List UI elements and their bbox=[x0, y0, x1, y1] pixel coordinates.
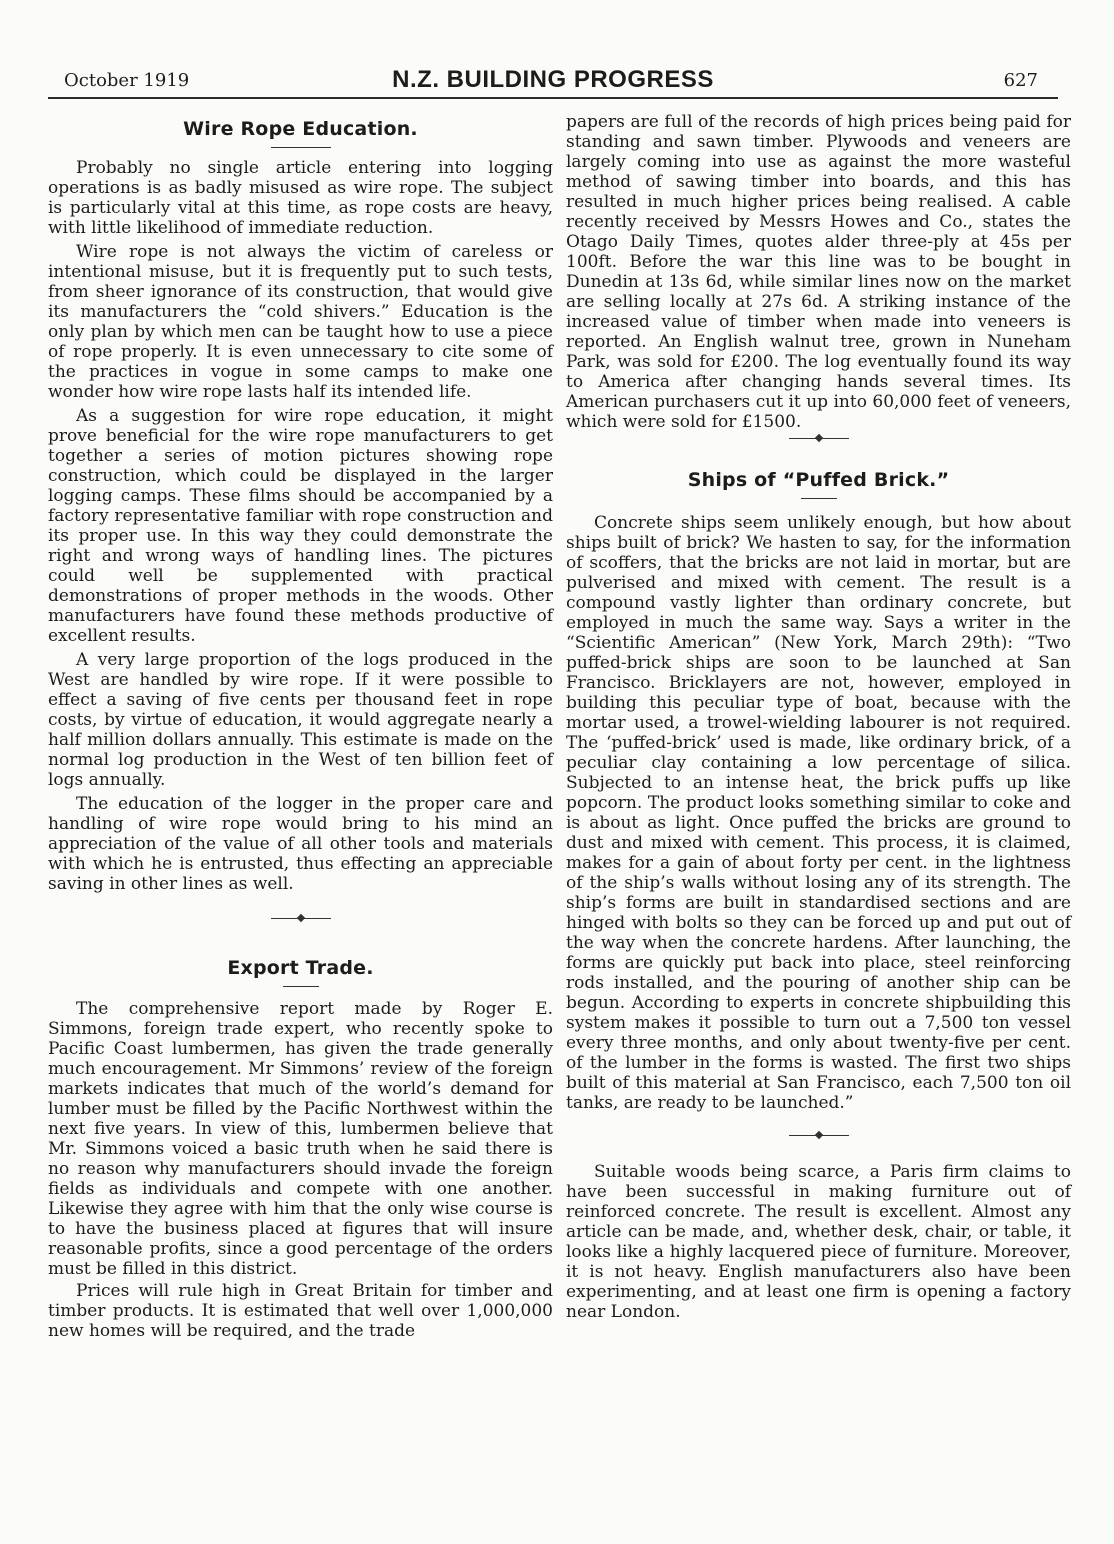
continued-paragraph: papers are full of the records of high prices being paid for standing and sawn timber. Plywoods and veneers are largely coming into use as against the more wasteful method of sawing timber into boards, and this has resulted in much higher prices being realised. A cable recently received by Messrs Howes and Co., states the Otago Daily Times, quotes alder three-ply at 45s per 100ft. Before the war this line was to be bought in Dunedin at 13s 6d, while similar lines now on the market are selling locally at 27s 6d. A striking instance of the increased value of timber when made into veneers is reported. An English walnut tree, grown in Nuneham Park, was sold for £200. The log eventually found its way to America after changing hands several times. Its American purchasers cut it up into 60,000 feet of veneers, which were sold for £1500. bbox=[566, 112, 1071, 432]
running-header bbox=[48, 66, 1058, 98]
paragraph: The education of the logger in the proper care and handling of wire rope would bring to his mind an appreciation of the value of all other tools and materials with which he is entrusted, thus effecting an appreciable saving in other lines as well. bbox=[48, 794, 553, 894]
export-trade-article bbox=[48, 999, 553, 1341]
heading-rule bbox=[271, 147, 331, 148]
puffed-brick-heading: Ships of “Puffed Brick.” bbox=[687, 469, 950, 491]
section-separator bbox=[789, 1135, 849, 1136]
heading-rule bbox=[801, 498, 837, 499]
issue-date: October 1919 bbox=[64, 70, 190, 91]
puffed-brick-paragraph: Concrete ships seem unlikely enough, but how about ships built of brick? We hasten to say, for the information of scoffers, that the bricks are not laid in mortar, but are pulverised and mixed with cement. The result is a compound vastly lighter than ordinary concrete, but employed in much the same way. Says a writer in the “Scientific American” (New York, March 29th): “Two puffed-brick ships are soon to be launched at San Francisco. Bricklayers are not, however, employed in building this peculiar type of boat, because with the mortar used, a trowel-wielding labourer is not required. The ‘puffed-brick’ used is made, like ordinary brick, of a peculiar clay containing a low percentage of silica. Subjected to an intense heat, the brick puffs up like popcorn. The product looks something similar to coke and is about as light. Once puffed the bricks are ground to dust and mixed with cement. This process, it is claimed, makes for a gain of about forty per cent. in the lightness of the ship’s walls without losing any of its strength. The ship’s forms are built in standardised sections and are hinged with bolts so they can be forced up and put out of the way when the concrete hardens. After launching, the forms are quickly put back into place, steel reinforcing rods installed, and the pouring of another ship can be begun. According to experts in concrete shipbuilding this system makes it possible to turn out a 7,500 ton vessel every three months, and only about twenty-five per cent. of the lumber in the forms is wasted. The first two ships built of this material at San Francisco, each 7,500 ton oil tanks, are ready to be launched.” bbox=[566, 513, 1071, 1113]
header-rule bbox=[48, 97, 1058, 99]
paragraph: The comprehensive report made by Roger E. Simmons, foreign trade expert, who recently spoke to Pacific Coast lumbermen, has given the trade generally much encouragement. Mr Simmons’ review of the foreign markets indicates that much of the world’s demand for lumber must be filled by the Pacific Northwest within the next five years. In view of this, lumbermen believe that Mr. Simmons voiced a basic truth when he said there is no reason why manufacturers should invade the foreign fields as individuals and compete with one another. Likewise they agree with him that the only wise course is to have the business placed at figures that will insure reasonable profits, since a good percentage of the orders must be filled in this district. bbox=[48, 999, 553, 1279]
section-separator bbox=[271, 918, 331, 919]
export-trade-heading: Export Trade. bbox=[227, 957, 374, 979]
wire-rope-article bbox=[48, 158, 553, 894]
paragraph: Prices will rule high in Great Britain for timber and timber products. It is estimated that well over 1,000,000 new homes will be required, and the trade bbox=[48, 1281, 553, 1341]
furniture-paragraph: Suitable woods being scarce, a Paris firm claims to have been successful in making furniture out of reinforced concrete. The result is excellent. Almost any article can be made, and, whether desk, chair, or table, it looks like a highly lacquered piece of furniture. Moreover, it is not heavy. English manufacturers also have been experimenting, and at least one firm is opening a factory near London. bbox=[566, 1162, 1071, 1322]
paragraph: Wire rope is not always the victim of careless or intentional misuse, but it is frequently put to such tests, from sheer ignorance of its construction, that would give its manufacturers the “cold shivers.” Education is the only plan by which men can be taught how to use a piece of rope properly. It is even unnecessary to cite some of the practices in vogue in some camps to make one wonder how wire rope lasts half its intended life. bbox=[48, 242, 553, 402]
section-separator bbox=[789, 438, 849, 439]
wire-rope-heading: Wire Rope Education. bbox=[183, 118, 418, 140]
heading-rule bbox=[283, 986, 319, 987]
paragraph: A very large proportion of the logs produced in the West are handled by wire rope. If it were possible to effect a saving of five cents per thousand feet in rope costs, by virtue of education, it would aggregate nearly a half million dollars annually. This estimate is made on the normal log production in the West of ten billion feet of logs annually. bbox=[48, 650, 553, 790]
paragraph: As a suggestion for wire rope education, it might prove beneficial for the wire rope manufacturers to get together a series of motion pictures showing rope construction, which could be displayed in the larger logging camps. These films should be accompanied by a factory representative familiar with rope construction and its proper use. In this way they could demonstrate the right and wrong ways of handling lines. The pictures could well be supplemented with practical demonstrations of proper methods in the woods. Other manufacturers have found these methods productive of excellent results. bbox=[48, 406, 553, 646]
page-number: 627 bbox=[1003, 70, 1038, 91]
publication-title: N.Z. BUILDING PROGRESS bbox=[392, 66, 714, 93]
left-column bbox=[48, 112, 553, 1341]
right-column bbox=[566, 112, 1071, 1322]
paragraph: Probably no single article entering into logging operations is as badly misused as wire rope. The subject is particularly vital at this time, as rope costs are heavy, with little likelihood of immediate reduction. bbox=[48, 158, 553, 238]
